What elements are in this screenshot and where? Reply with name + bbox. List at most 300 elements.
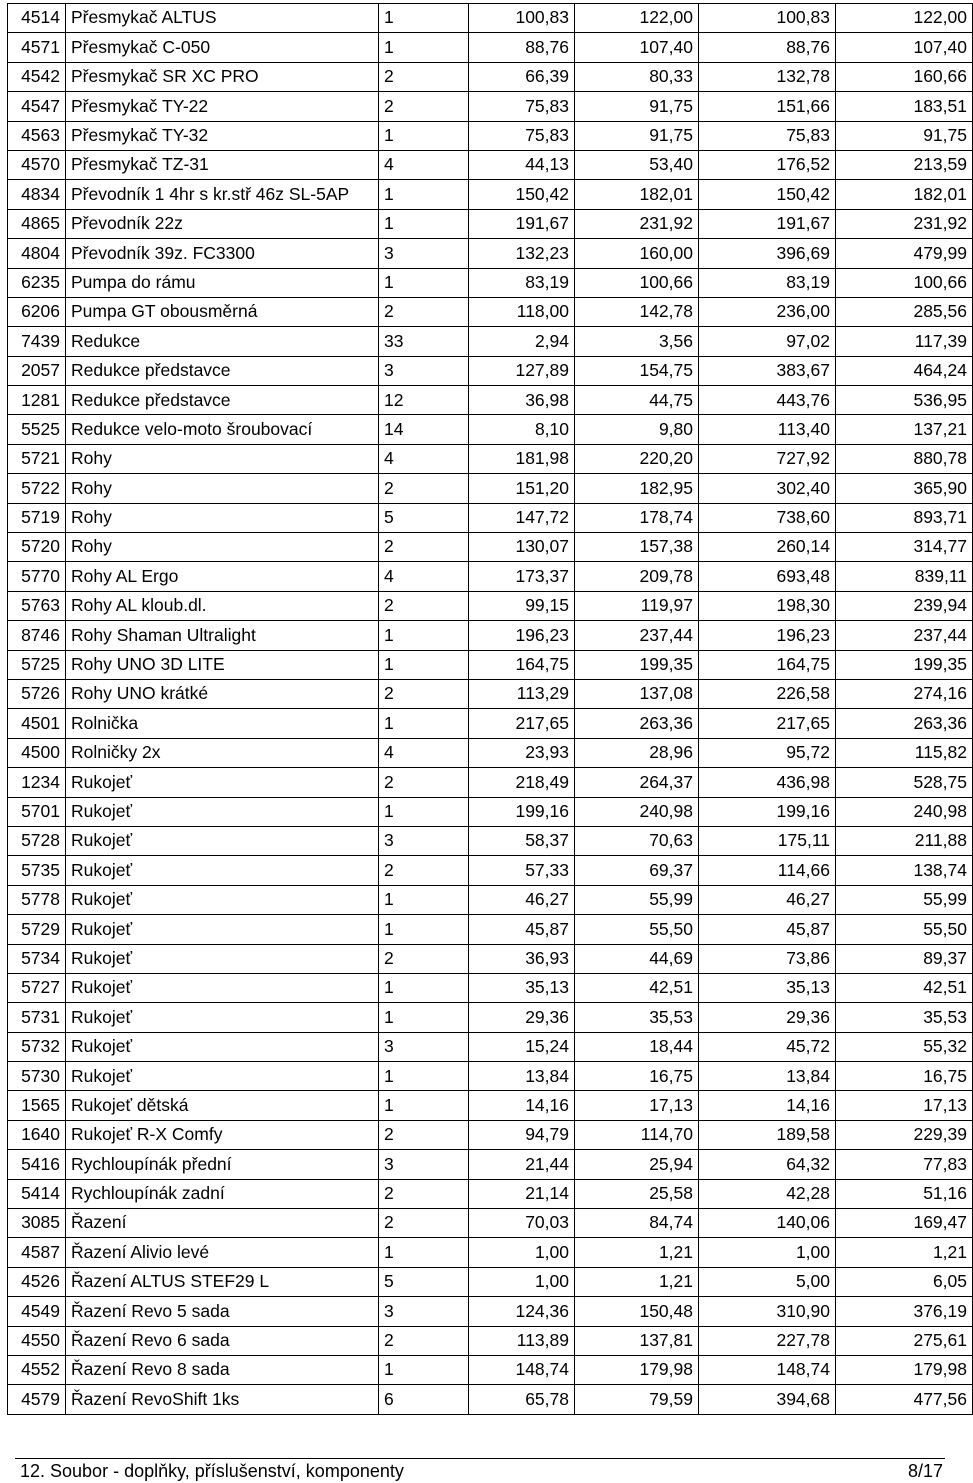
item-code-cell: 5727 [8, 973, 66, 1002]
table-row [8, 1209, 973, 1238]
total-gross-cell: 229,39 [836, 1120, 973, 1149]
unit-price-net-cell: 100,83 [469, 4, 575, 33]
total-net-cell: 29,36 [699, 1003, 836, 1032]
unit-price-gross-cell: 1,21 [575, 1267, 699, 1296]
unit-price-net-cell: 124,36 [469, 1297, 575, 1326]
unit-price-gross-cell: 240,98 [575, 797, 699, 826]
total-gross-cell: 275,61 [836, 1326, 973, 1355]
unit-price-net-cell: 173,37 [469, 562, 575, 591]
unit-price-gross-cell: 263,36 [575, 709, 699, 738]
total-net-cell: 302,40 [699, 474, 836, 503]
total-net-cell: 42,28 [699, 1179, 836, 1208]
total-gross-cell: 51,16 [836, 1179, 973, 1208]
total-net-cell: 189,58 [699, 1120, 836, 1149]
item-name-cell: Přesmykač ALTUS [66, 4, 379, 33]
unit-price-gross-cell: 91,75 [575, 121, 699, 150]
total-net-cell: 196,23 [699, 621, 836, 650]
item-quantity-cell: 2 [379, 62, 469, 91]
total-net-cell: 132,78 [699, 62, 836, 91]
unit-price-gross-cell: 25,58 [575, 1179, 699, 1208]
item-quantity-cell: 4 [379, 150, 469, 179]
unit-price-gross-cell: 119,97 [575, 591, 699, 620]
unit-price-gross-cell: 44,75 [575, 386, 699, 415]
item-name-cell: Převodník 39z. FC3300 [66, 239, 379, 268]
table-row [8, 1267, 973, 1296]
table-row [8, 1355, 973, 1384]
total-net-cell: 436,98 [699, 768, 836, 797]
footer-section-title: 12. Soubor - doplňky, příslušenství, komponenty [20, 1461, 404, 1481]
item-name-cell: Rukojeť [66, 1003, 379, 1032]
unit-price-gross-cell: 55,50 [575, 915, 699, 944]
total-gross-cell: 880,78 [836, 444, 973, 473]
unit-price-net-cell: 199,16 [469, 797, 575, 826]
unit-price-net-cell: 58,37 [469, 826, 575, 855]
total-gross-cell: 239,94 [836, 591, 973, 620]
unit-price-net-cell: 45,87 [469, 915, 575, 944]
item-name-cell: Rohy [66, 444, 379, 473]
item-name-cell: Rohy UNO krátké [66, 679, 379, 708]
item-name-cell: Rohy AL kloub.dl. [66, 591, 379, 620]
item-code-cell: 1640 [8, 1120, 66, 1149]
total-net-cell: 113,40 [699, 415, 836, 444]
total-net-cell: 75,83 [699, 121, 836, 150]
table-row [8, 62, 973, 91]
unit-price-net-cell: 46,27 [469, 885, 575, 914]
table-row [8, 415, 973, 444]
unit-price-gross-cell: 16,75 [575, 1062, 699, 1091]
unit-price-gross-cell: 70,63 [575, 826, 699, 855]
table-row [8, 180, 973, 209]
item-name-cell: Řazení ALTUS STEF29 L [66, 1267, 379, 1296]
total-net-cell: 5,00 [699, 1267, 836, 1296]
total-gross-cell: 6,05 [836, 1267, 973, 1296]
item-quantity-cell: 6 [379, 1385, 469, 1414]
total-net-cell: 310,90 [699, 1297, 836, 1326]
item-code-cell: 5728 [8, 826, 66, 855]
unit-price-gross-cell: 231,92 [575, 209, 699, 238]
item-name-cell: Rukojeť [66, 768, 379, 797]
unit-price-gross-cell: 3,56 [575, 327, 699, 356]
item-name-cell: Rukojeť [66, 797, 379, 826]
item-code-cell: 5701 [8, 797, 66, 826]
item-code-cell: 4549 [8, 1297, 66, 1326]
item-code-cell: 1281 [8, 386, 66, 415]
total-gross-cell: 479,99 [836, 239, 973, 268]
item-code-cell: 4514 [8, 4, 66, 33]
total-net-cell: 88,76 [699, 33, 836, 62]
total-gross-cell: 211,88 [836, 826, 973, 855]
unit-price-net-cell: 21,44 [469, 1150, 575, 1179]
item-code-cell: 5726 [8, 679, 66, 708]
inventory-table-body [8, 4, 973, 1415]
item-quantity-cell: 1 [379, 915, 469, 944]
item-code-cell: 4571 [8, 33, 66, 62]
unit-price-net-cell: 29,36 [469, 1003, 575, 1032]
total-net-cell: 227,78 [699, 1326, 836, 1355]
item-code-cell: 4804 [8, 239, 66, 268]
total-net-cell: 150,42 [699, 180, 836, 209]
table-row [8, 1091, 973, 1120]
total-gross-cell: 169,47 [836, 1209, 973, 1238]
total-gross-cell: 314,77 [836, 533, 973, 562]
item-name-cell: Redukce [66, 327, 379, 356]
item-quantity-cell: 2 [379, 679, 469, 708]
unit-price-gross-cell: 182,95 [575, 474, 699, 503]
table-row [8, 591, 973, 620]
table-row [8, 915, 973, 944]
table-row [8, 679, 973, 708]
total-gross-cell: 55,32 [836, 1032, 973, 1061]
unit-price-gross-cell: 237,44 [575, 621, 699, 650]
total-net-cell: 73,86 [699, 944, 836, 973]
total-net-cell: 1,00 [699, 1238, 836, 1267]
item-quantity-cell: 1 [379, 709, 469, 738]
total-gross-cell: 231,92 [836, 209, 973, 238]
item-name-cell: Rukojeť [66, 826, 379, 855]
item-quantity-cell: 12 [379, 386, 469, 415]
total-net-cell: 100,83 [699, 4, 836, 33]
item-quantity-cell: 2 [379, 1179, 469, 1208]
unit-price-gross-cell: 17,13 [575, 1091, 699, 1120]
total-net-cell: 199,16 [699, 797, 836, 826]
total-gross-cell: 107,40 [836, 33, 973, 62]
total-net-cell: 176,52 [699, 150, 836, 179]
unit-price-net-cell: 130,07 [469, 533, 575, 562]
item-name-cell: Rohy AL Ergo [66, 562, 379, 591]
item-name-cell: Převodník 22z [66, 209, 379, 238]
total-net-cell: 693,48 [699, 562, 836, 591]
total-gross-cell: 35,53 [836, 1003, 973, 1032]
item-name-cell: Rukojeť [66, 973, 379, 1002]
table-row [8, 1062, 973, 1091]
total-gross-cell: 213,59 [836, 150, 973, 179]
item-name-cell: Rohy UNO 3D LITE [66, 650, 379, 679]
item-quantity-cell: 2 [379, 533, 469, 562]
table-row [8, 1032, 973, 1061]
unit-price-gross-cell: 18,44 [575, 1032, 699, 1061]
total-net-cell: 738,60 [699, 503, 836, 532]
unit-price-net-cell: 191,67 [469, 209, 575, 238]
total-gross-cell: 274,16 [836, 679, 973, 708]
table-row [8, 1003, 973, 1032]
table-row [8, 33, 973, 62]
item-name-cell: Rukojeť [66, 856, 379, 885]
total-net-cell: 396,69 [699, 239, 836, 268]
unit-price-gross-cell: 84,74 [575, 1209, 699, 1238]
total-gross-cell: 376,19 [836, 1297, 973, 1326]
total-gross-cell: 839,11 [836, 562, 973, 591]
item-code-cell: 5416 [8, 1150, 66, 1179]
item-name-cell: Redukce představce [66, 386, 379, 415]
item-quantity-cell: 2 [379, 944, 469, 973]
total-net-cell: 140,06 [699, 1209, 836, 1238]
item-quantity-cell: 1 [379, 1091, 469, 1120]
table-row [8, 150, 973, 179]
unit-price-net-cell: 218,49 [469, 768, 575, 797]
unit-price-net-cell: 147,72 [469, 503, 575, 532]
total-net-cell: 148,74 [699, 1355, 836, 1384]
unit-price-net-cell: 65,78 [469, 1385, 575, 1414]
table-row [8, 650, 973, 679]
total-gross-cell: 42,51 [836, 973, 973, 1002]
item-code-cell: 4579 [8, 1385, 66, 1414]
unit-price-gross-cell: 264,37 [575, 768, 699, 797]
item-name-cell: Pumpa do rámu [66, 268, 379, 297]
unit-price-net-cell: 83,19 [469, 268, 575, 297]
item-code-cell: 5729 [8, 915, 66, 944]
item-quantity-cell: 3 [379, 1150, 469, 1179]
item-code-cell: 5720 [8, 533, 66, 562]
item-code-cell: 5734 [8, 944, 66, 973]
unit-price-gross-cell: 142,78 [575, 297, 699, 326]
table-row [8, 738, 973, 767]
item-code-cell: 4526 [8, 1267, 66, 1296]
table-row [8, 1120, 973, 1149]
unit-price-net-cell: 148,74 [469, 1355, 575, 1384]
total-net-cell: 383,67 [699, 356, 836, 385]
item-name-cell: Rukojeť [66, 915, 379, 944]
item-code-cell: 5525 [8, 415, 66, 444]
unit-price-gross-cell: 114,70 [575, 1120, 699, 1149]
total-net-cell: 260,14 [699, 533, 836, 562]
total-gross-cell: 179,98 [836, 1355, 973, 1384]
table-row [8, 121, 973, 150]
total-net-cell: 46,27 [699, 885, 836, 914]
unit-price-net-cell: 66,39 [469, 62, 575, 91]
table-row [8, 92, 973, 121]
total-net-cell: 13,84 [699, 1062, 836, 1091]
item-quantity-cell: 2 [379, 474, 469, 503]
total-gross-cell: 240,98 [836, 797, 973, 826]
unit-price-gross-cell: 91,75 [575, 92, 699, 121]
item-name-cell: Přesmykač TY-32 [66, 121, 379, 150]
item-code-cell: 7439 [8, 327, 66, 356]
unit-price-net-cell: 1,00 [469, 1267, 575, 1296]
total-net-cell: 97,02 [699, 327, 836, 356]
total-gross-cell: 237,44 [836, 621, 973, 650]
item-name-cell: Přesmykač SR XC PRO [66, 62, 379, 91]
item-name-cell: Rukojeť [66, 1032, 379, 1061]
item-code-cell: 5732 [8, 1032, 66, 1061]
unit-price-net-cell: 113,89 [469, 1326, 575, 1355]
item-code-cell: 1565 [8, 1091, 66, 1120]
total-net-cell: 45,72 [699, 1032, 836, 1061]
item-quantity-cell: 3 [379, 239, 469, 268]
total-net-cell: 191,67 [699, 209, 836, 238]
total-gross-cell: 477,56 [836, 1385, 973, 1414]
table-row [8, 1385, 973, 1414]
table-row [8, 562, 973, 591]
unit-price-gross-cell: 107,40 [575, 33, 699, 62]
item-quantity-cell: 3 [379, 1297, 469, 1326]
item-name-cell: Rychloupínák zadní [66, 1179, 379, 1208]
item-quantity-cell: 1 [379, 121, 469, 150]
item-quantity-cell: 33 [379, 327, 469, 356]
item-code-cell: 4547 [8, 92, 66, 121]
total-gross-cell: 263,36 [836, 709, 973, 738]
total-net-cell: 83,19 [699, 268, 836, 297]
total-net-cell: 236,00 [699, 297, 836, 326]
unit-price-gross-cell: 199,35 [575, 650, 699, 679]
item-code-cell: 4563 [8, 121, 66, 150]
unit-price-gross-cell: 157,38 [575, 533, 699, 562]
table-row [8, 944, 973, 973]
table-row [8, 768, 973, 797]
total-net-cell: 198,30 [699, 591, 836, 620]
item-name-cell: Rohy [66, 533, 379, 562]
total-net-cell: 95,72 [699, 738, 836, 767]
table-row [8, 1326, 973, 1355]
total-gross-cell: 122,00 [836, 4, 973, 33]
item-quantity-cell: 2 [379, 92, 469, 121]
total-net-cell: 45,87 [699, 915, 836, 944]
item-name-cell: Rohy [66, 474, 379, 503]
item-code-cell: 4570 [8, 150, 66, 179]
table-row [8, 1179, 973, 1208]
item-quantity-cell: 1 [379, 1355, 469, 1384]
item-name-cell: Rukojeť [66, 1062, 379, 1091]
unit-price-gross-cell: 79,59 [575, 1385, 699, 1414]
item-quantity-cell: 2 [379, 856, 469, 885]
item-name-cell: Rukojeť R-X Comfy [66, 1120, 379, 1149]
unit-price-net-cell: 181,98 [469, 444, 575, 473]
item-code-cell: 5731 [8, 1003, 66, 1032]
item-quantity-cell: 1 [379, 1062, 469, 1091]
total-gross-cell: 528,75 [836, 768, 973, 797]
unit-price-net-cell: 1,00 [469, 1238, 575, 1267]
table-row [8, 268, 973, 297]
total-gross-cell: 137,21 [836, 415, 973, 444]
item-code-cell: 6235 [8, 268, 66, 297]
table-row [8, 503, 973, 532]
unit-price-net-cell: 13,84 [469, 1062, 575, 1091]
table-row [8, 356, 973, 385]
unit-price-net-cell: 127,89 [469, 356, 575, 385]
unit-price-net-cell: 75,83 [469, 121, 575, 150]
total-gross-cell: 100,66 [836, 268, 973, 297]
item-code-cell: 4501 [8, 709, 66, 738]
table-row [8, 4, 973, 33]
item-quantity-cell: 1 [379, 4, 469, 33]
item-code-cell: 5414 [8, 1179, 66, 1208]
table-row [8, 885, 973, 914]
total-gross-cell: 117,39 [836, 327, 973, 356]
item-code-cell: 1234 [8, 768, 66, 797]
total-gross-cell: 285,56 [836, 297, 973, 326]
unit-price-net-cell: 8,10 [469, 415, 575, 444]
total-gross-cell: 182,01 [836, 180, 973, 209]
table-row [8, 386, 973, 415]
unit-price-gross-cell: 42,51 [575, 973, 699, 1002]
item-name-cell: Pumpa GT obousměrná [66, 297, 379, 326]
table-row [8, 533, 973, 562]
total-gross-cell: 91,75 [836, 121, 973, 150]
item-name-cell: Rohy Shaman Ultralight [66, 621, 379, 650]
item-name-cell: Rukojeť [66, 885, 379, 914]
item-code-cell: 2057 [8, 356, 66, 385]
item-quantity-cell: 3 [379, 826, 469, 855]
total-gross-cell: 77,83 [836, 1150, 973, 1179]
total-gross-cell: 55,99 [836, 885, 973, 914]
table-row [8, 973, 973, 1002]
total-net-cell: 443,76 [699, 386, 836, 415]
item-quantity-cell: 5 [379, 503, 469, 532]
item-quantity-cell: 4 [379, 562, 469, 591]
total-net-cell: 35,13 [699, 973, 836, 1002]
unit-price-net-cell: 94,79 [469, 1120, 575, 1149]
item-code-cell: 4552 [8, 1355, 66, 1384]
unit-price-net-cell: 21,14 [469, 1179, 575, 1208]
unit-price-net-cell: 23,93 [469, 738, 575, 767]
inventory-table [7, 3, 973, 1415]
total-gross-cell: 17,13 [836, 1091, 973, 1120]
table-row [8, 444, 973, 473]
item-name-cell: Rukojeť [66, 944, 379, 973]
unit-price-gross-cell: 1,21 [575, 1238, 699, 1267]
page-footer [15, 1458, 945, 1483]
unit-price-net-cell: 150,42 [469, 180, 575, 209]
unit-price-gross-cell: 182,01 [575, 180, 699, 209]
item-quantity-cell: 1 [379, 621, 469, 650]
unit-price-gross-cell: 179,98 [575, 1355, 699, 1384]
footer-page-number: 8/17 [907, 1461, 943, 1481]
total-gross-cell: 115,82 [836, 738, 973, 767]
item-code-cell: 5719 [8, 503, 66, 532]
unit-price-net-cell: 36,93 [469, 944, 575, 973]
item-code-cell: 5722 [8, 474, 66, 503]
unit-price-gross-cell: 80,33 [575, 62, 699, 91]
total-gross-cell: 89,37 [836, 944, 973, 973]
unit-price-gross-cell: 100,66 [575, 268, 699, 297]
unit-price-gross-cell: 28,96 [575, 738, 699, 767]
table-row [8, 709, 973, 738]
item-quantity-cell: 1 [379, 1003, 469, 1032]
item-code-cell: 4865 [8, 209, 66, 238]
unit-price-gross-cell: 154,75 [575, 356, 699, 385]
unit-price-net-cell: 88,76 [469, 33, 575, 62]
unit-price-gross-cell: 122,00 [575, 4, 699, 33]
unit-price-gross-cell: 209,78 [575, 562, 699, 591]
total-net-cell: 164,75 [699, 650, 836, 679]
table-row [8, 1150, 973, 1179]
total-gross-cell: 183,51 [836, 92, 973, 121]
item-quantity-cell: 2 [379, 297, 469, 326]
item-name-cell: Přesmykač C-050 [66, 33, 379, 62]
unit-price-net-cell: 164,75 [469, 650, 575, 679]
item-quantity-cell: 1 [379, 209, 469, 238]
item-name-cell: Rolnička [66, 709, 379, 738]
table-row [8, 856, 973, 885]
item-name-cell: Řazení [66, 1209, 379, 1238]
table-row [8, 1297, 973, 1326]
item-name-cell: Rolničky 2x [66, 738, 379, 767]
total-net-cell: 14,16 [699, 1091, 836, 1120]
unit-price-net-cell: 57,33 [469, 856, 575, 885]
item-name-cell: Redukce velo-moto šroubovací [66, 415, 379, 444]
item-quantity-cell: 4 [379, 444, 469, 473]
unit-price-net-cell: 14,16 [469, 1091, 575, 1120]
item-quantity-cell: 2 [379, 768, 469, 797]
item-quantity-cell: 1 [379, 1238, 469, 1267]
total-gross-cell: 365,90 [836, 474, 973, 503]
item-code-cell: 4587 [8, 1238, 66, 1267]
unit-price-net-cell: 36,98 [469, 386, 575, 415]
item-quantity-cell: 1 [379, 973, 469, 1002]
item-quantity-cell: 2 [379, 1326, 469, 1355]
unit-price-gross-cell: 137,81 [575, 1326, 699, 1355]
item-code-cell: 6206 [8, 297, 66, 326]
total-gross-cell: 199,35 [836, 650, 973, 679]
